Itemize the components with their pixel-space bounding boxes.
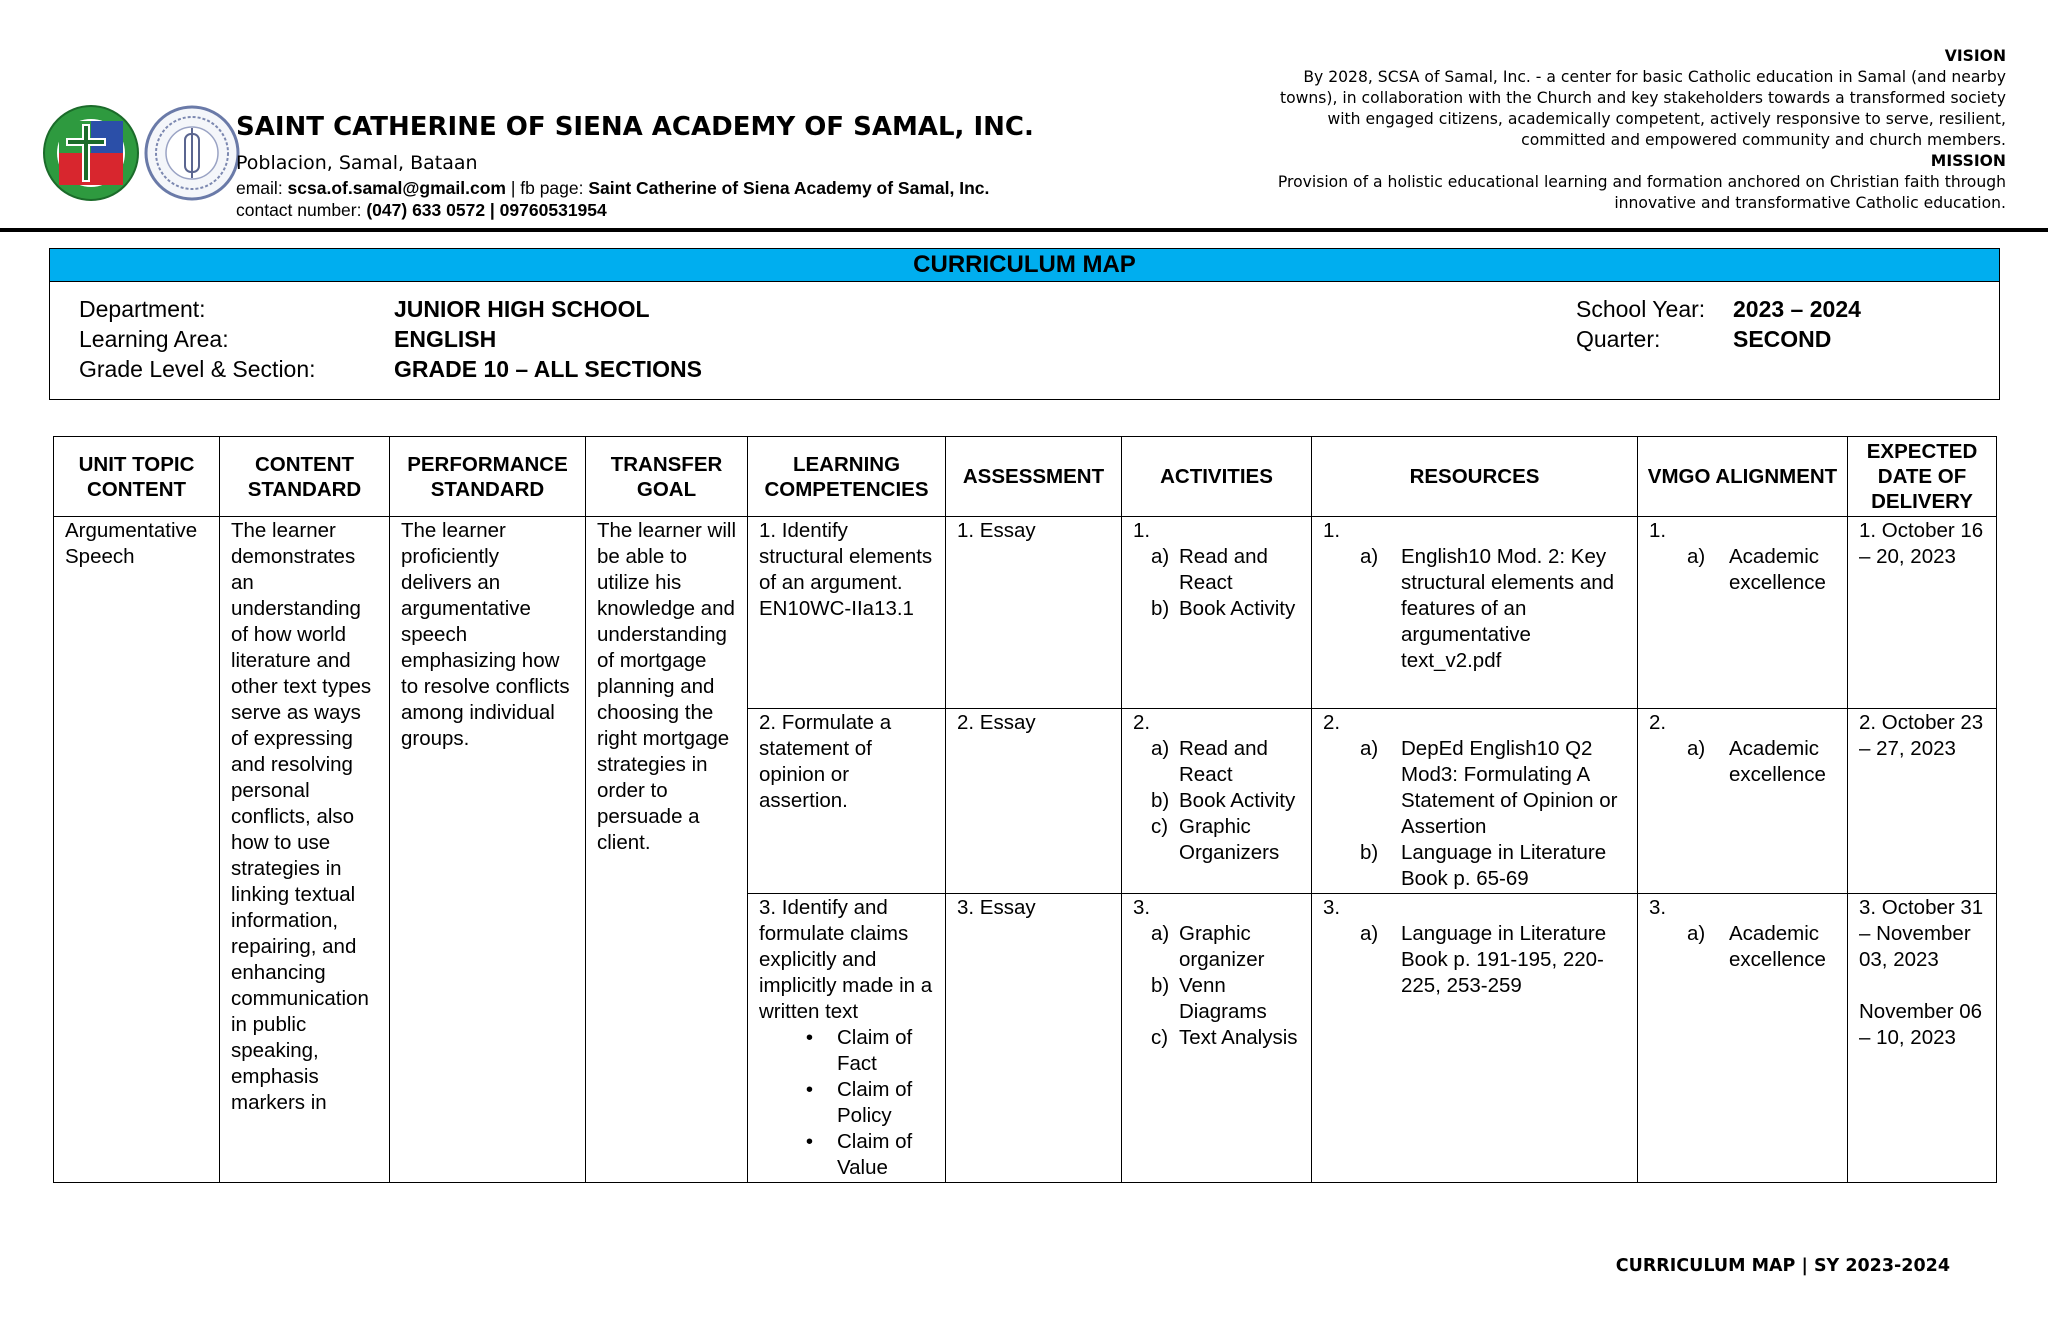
column-header: PERFORMANCE STANDARD: [390, 437, 586, 517]
item-letter: c): [1151, 815, 1169, 838]
item-letter: a): [1151, 737, 1170, 760]
delivery-date-cell: 1. October 16 – 20, 2023: [1848, 517, 1997, 709]
department-value: JUNIOR HIGH SCHOOL: [394, 296, 650, 322]
column-header: UNIT TOPIC CONTENT: [54, 437, 220, 517]
email-address: scsa.of.samal@gmail.com: [287, 178, 506, 198]
list-item: [1133, 1025, 1300, 1051]
list-item: [1323, 840, 1626, 892]
claim-bullet: [759, 1077, 934, 1129]
item-text: Graphic organizer: [1179, 922, 1265, 971]
item-text: English10 Mod. 2: Key structural elements and features of an argumentative text_v2.pdf: [1401, 545, 1615, 672]
competency-text: 3. Identify and formulate claims explicitly and implicitly made in a written text: [759, 896, 933, 1023]
delivery-date-cell: [1848, 894, 1997, 1183]
department-label: Department:: [79, 296, 206, 322]
claim-bullet: [759, 1129, 934, 1181]
item-text: Venn Diagrams: [1179, 974, 1267, 1023]
activities-cell: [1122, 517, 1312, 709]
bullet-icon: •: [805, 1130, 813, 1153]
item-text: Book Activity: [1179, 597, 1296, 620]
list-item: [1323, 736, 1626, 840]
header-divider: [0, 228, 2048, 232]
column-header: EXPECTED DATE OF DELIVERY: [1848, 437, 1997, 517]
list-item: [1133, 973, 1300, 1025]
activities-cell: [1122, 894, 1312, 1183]
item-letter: a): [1151, 545, 1170, 568]
vmgo-number: 1.: [1649, 519, 1667, 542]
column-header: ACTIVITIES: [1122, 437, 1312, 517]
bullet-icon: •: [805, 1078, 813, 1101]
item-letter: a): [1687, 922, 1706, 945]
item-text: Academic excellence: [1729, 545, 1826, 594]
list-item: [1133, 814, 1300, 866]
activities-number: 3.: [1133, 896, 1151, 919]
diocese-seal-icon: [146, 107, 238, 199]
learning-area-label: Learning Area:: [79, 326, 229, 352]
column-header: CONTENT STANDARD: [220, 437, 390, 517]
vmgo-cell: [1638, 709, 1848, 894]
school-year-value: 2023 – 2024: [1733, 296, 1861, 322]
list-item: [1133, 921, 1300, 973]
competency-cell: 2. Formulate a statement of opinion or assertion.: [748, 709, 946, 894]
resources-cell: [1312, 517, 1638, 709]
column-header: TRANSFER GOAL: [586, 437, 748, 517]
delivery-date-extra: November 06 – 10, 2023: [1859, 1000, 1983, 1049]
delivery-date: 3. October 31 – November 03, 2023: [1859, 896, 1984, 971]
vision-line: towns), in collaboration with the Church and key stakeholders towards a transformed society: [1279, 89, 2006, 107]
column-header: VMGO ALIGNMENT: [1638, 437, 1848, 517]
item-text: Academic excellence: [1729, 922, 1826, 971]
competency-cell: [748, 894, 946, 1183]
item-letter: b): [1360, 841, 1379, 864]
list-item: [1133, 788, 1300, 814]
vision-heading: VISION: [1944, 47, 2006, 65]
item-text: Graphic Organizers: [1179, 815, 1280, 864]
list-item: [1649, 736, 1836, 788]
mission-line: Provision of a holistic educational learning and formation anchored on Christian faith through: [1277, 173, 2006, 191]
item-letter: a): [1360, 737, 1379, 760]
list-item: [1133, 596, 1300, 622]
quarter-label: Quarter:: [1576, 326, 1661, 352]
table-header-row: [54, 437, 1997, 517]
school-seal-icon: [44, 106, 138, 200]
school-logos: [42, 104, 242, 202]
school-address: Poblacion, Samal, Bataan: [236, 152, 478, 174]
page-footer: CURRICULUM MAP | SY 2023-2024: [1615, 1256, 1950, 1276]
item-text: Academic excellence: [1729, 737, 1826, 786]
transfer-goal-cell: The learner will be able to utilize his knowledge and understanding of mortgage planning and choosing the right mortgage strategies in order to persuade a client.: [586, 517, 748, 1183]
bullet-text: Claim of Fact: [837, 1026, 913, 1075]
item-text: DepEd English10 Q2 Mod3: Formulating A Statement of Opinion or Assertion: [1401, 737, 1618, 838]
contact-label: contact number:: [236, 200, 367, 220]
assessment-cell: 1. Essay: [946, 517, 1122, 709]
column-header: LEARNING COMPETENCIES: [748, 437, 946, 517]
school-name: SAINT CATHERINE OF SIENA ACADEMY OF SAMAL, INC.: [236, 112, 1034, 142]
unit-topic-cell: Argumentative Speech: [54, 517, 220, 1183]
list-item: [1323, 921, 1626, 999]
resources-number: 1.: [1323, 519, 1341, 542]
list-item: [1649, 544, 1836, 596]
column-header: ASSESSMENT: [946, 437, 1122, 517]
contact-phone-line: [236, 200, 607, 221]
list-item: [1649, 921, 1836, 973]
quarter-value: SECOND: [1733, 326, 1832, 352]
item-letter: a): [1360, 922, 1379, 945]
curriculum-info-box: [49, 248, 2000, 400]
grade-level-label: Grade Level & Section:: [79, 356, 316, 382]
item-text: Read and React: [1179, 737, 1268, 786]
item-letter: b): [1151, 789, 1170, 812]
vmgo-cell: [1638, 517, 1848, 709]
item-letter: b): [1151, 597, 1170, 620]
learning-area-value: ENGLISH: [394, 326, 497, 352]
content-standard-cell: The learner demonstrates an understanding of how world literature and other text types serve as ways of expressing and resolving personal conflicts, also how to use strategies in linking textual information, repairing, and enhancing communication in public speaking, emphasis markers in: [220, 517, 390, 1183]
item-text: Language in Literature Book p. 191-195, 220-225, 253-259: [1401, 922, 1607, 997]
activities-cell: [1122, 709, 1312, 894]
item-letter: a): [1687, 737, 1706, 760]
item-letter: a): [1151, 922, 1170, 945]
fb-page: Saint Catherine of Siena Academy of Samal, Inc.: [588, 178, 990, 198]
mission-line: innovative and transformative Catholic education.: [1614, 194, 2006, 212]
item-letter: b): [1151, 974, 1170, 997]
curriculum-table: [53, 436, 1997, 1183]
vision-line: By 2028, SCSA of Samal, Inc. - a center for basic Catholic education in Samal (and nearby: [1303, 68, 2006, 86]
item-text: Book Activity: [1179, 789, 1296, 812]
school-year-label: School Year:: [1576, 296, 1706, 322]
bullet-text: Claim of Policy: [837, 1078, 913, 1127]
delivery-date-cell: 2. October 23 – 27, 2023: [1848, 709, 1997, 894]
claim-bullet: [759, 1025, 934, 1077]
vision-line: committed and empowered community and church members.: [1521, 131, 2006, 149]
resources-cell: [1312, 709, 1638, 894]
bullet-icon: •: [805, 1026, 813, 1049]
item-letter: c): [1151, 1026, 1169, 1049]
competency-cell: 1. Identify structural elements of an argument. EN10WC-IIa13.1: [748, 517, 946, 709]
item-letter: a): [1687, 545, 1706, 568]
resources-number: 2.: [1323, 711, 1341, 734]
fb-label: | fb page:: [505, 178, 589, 198]
bullet-text: Claim of Value: [837, 1130, 913, 1179]
vmgo-cell: [1638, 894, 1848, 1183]
mission-heading: MISSION: [1930, 152, 2006, 170]
resources-number: 3.: [1323, 896, 1341, 919]
item-letter: a): [1360, 545, 1379, 568]
table-row: [54, 517, 1997, 709]
list-item: [1323, 544, 1626, 674]
item-text: Language in Literature Book p. 65-69: [1401, 841, 1607, 890]
email-label: email:: [236, 178, 288, 198]
resources-cell: [1312, 894, 1638, 1183]
vmgo-number: 2.: [1649, 711, 1667, 734]
vision-line: with engaged citizens, academically competent, actively responsive to serve, resilient,: [1327, 110, 2006, 128]
item-text: Read and React: [1179, 545, 1268, 594]
list-item: [1133, 736, 1300, 788]
column-header: RESOURCES: [1312, 437, 1638, 517]
grade-level-value: GRADE 10 – ALL SECTIONS: [394, 356, 703, 382]
assessment-cell: 2. Essay: [946, 709, 1122, 894]
item-text: Text Analysis: [1179, 1026, 1298, 1049]
curriculum-map-banner: CURRICULUM MAP: [50, 249, 1999, 282]
assessment-cell: 3. Essay: [946, 894, 1122, 1183]
performance-standard-cell: The learner proficiently delivers an argumentative speech emphasizing how to resolve conflicts among individual groups.: [390, 517, 586, 1183]
vision-mission-block: [1246, 46, 2006, 214]
activities-number: 1.: [1133, 519, 1151, 542]
activities-number: 2.: [1133, 711, 1151, 734]
list-item: [1133, 544, 1300, 596]
vmgo-number: 3.: [1649, 896, 1667, 919]
contact-number: (047) 633 0572 | 09760531954: [366, 200, 607, 220]
contact-email-line: [236, 178, 989, 199]
